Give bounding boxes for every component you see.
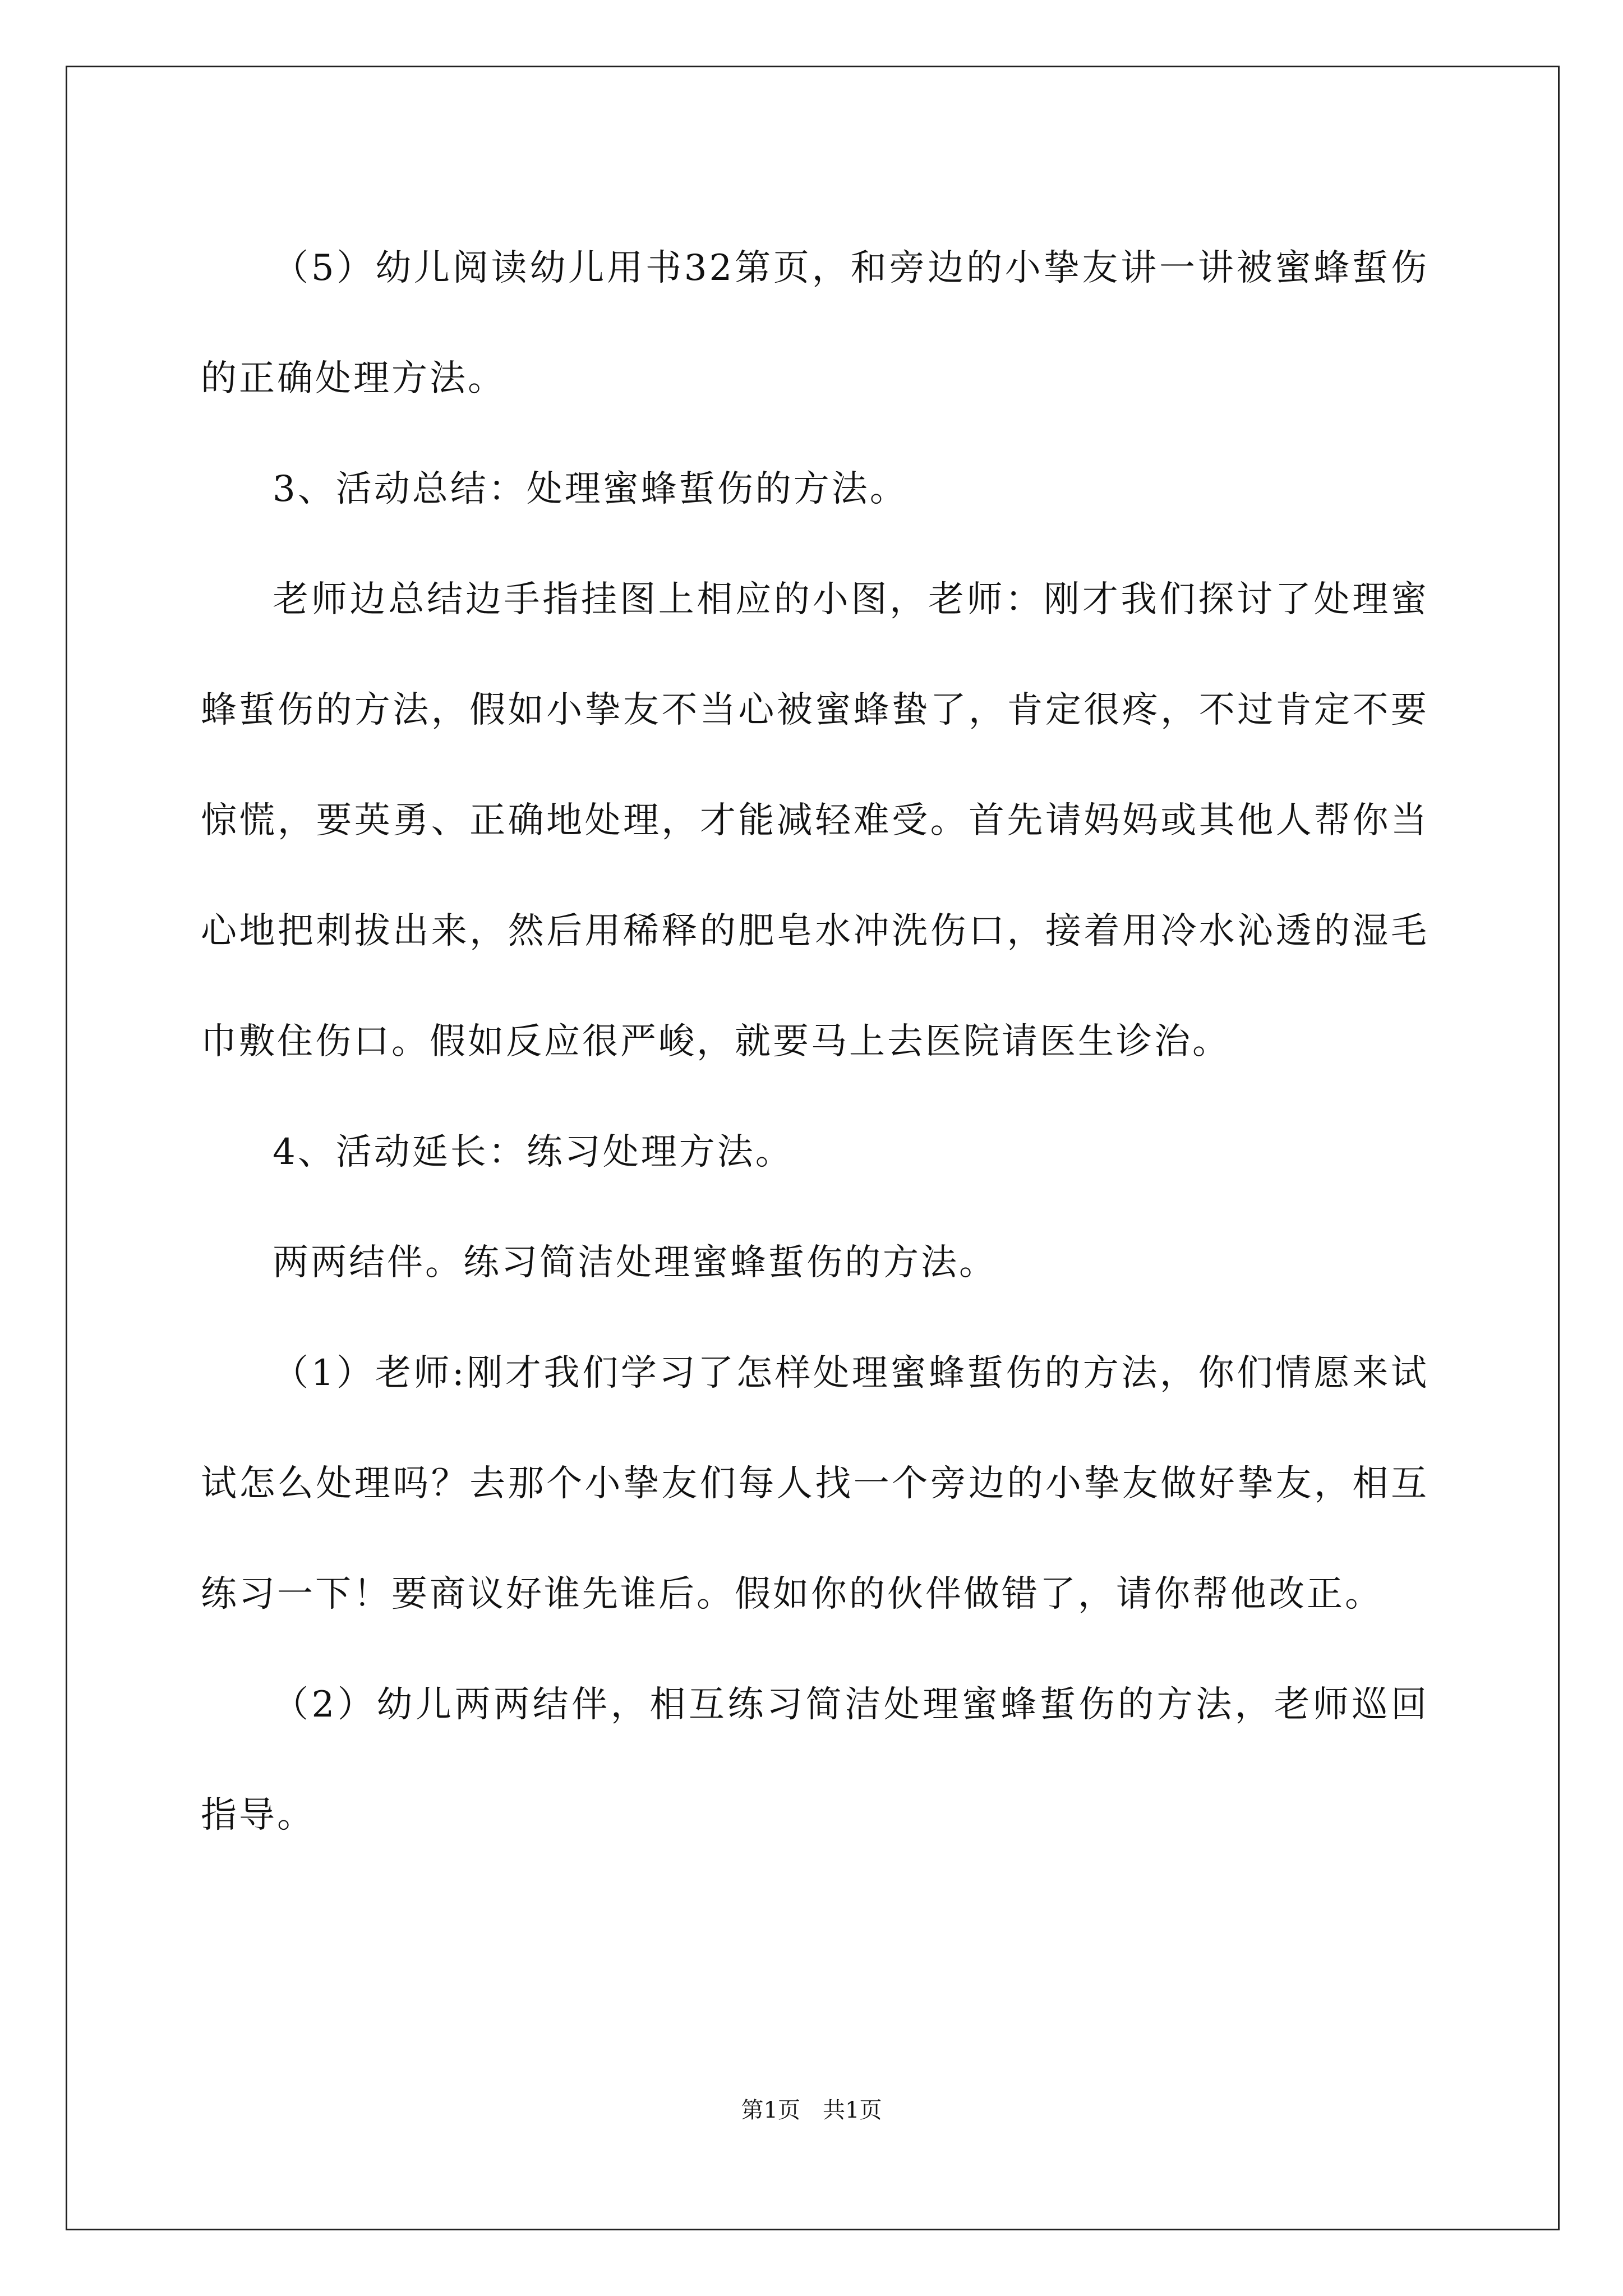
page-number: 第1页 [741, 2097, 800, 2123]
paragraph [201, 1097, 1429, 1208]
paragraph [201, 1208, 1429, 1318]
paragraph-text: （1）老师:刚才我们学习了怎样处理蜜蜂蜇伤的方法，你们情愿来试试怎么处理吗？去那个小挚友们每人找一个旁边的小挚友做好挚友，相互练习一下！要商议好谁先谁后。假如你的伙伴做错了，请你帮他改正。 [201, 1352, 1429, 1615]
paragraph-text: （2）幼儿两两结伴，相互练习简洁处理蜜蜂蜇伤的方法，老师巡回指导。 [201, 1684, 1429, 1836]
paragraph [201, 545, 1429, 1097]
paragraph [201, 213, 1429, 434]
page-total: 共1页 [823, 2097, 882, 2123]
paragraph-text: 老师边总结边手指挂图上相应的小图，老师：刚才我们探讨了处理蜜蜂蜇伤的方法，假如小挚友不当心被蜜蜂蛰了，肯定很疼，不过肯定不要惊慌，要英勇、正确地处理，才能减轻难受。首先请妈妈或其他人帮你当心地把刺拔出来，然后用稀释的肥皂水冲洗伤口，接着用冷水沁透的湿毛巾敷住伤口。假如反应很严峻，就要马上去医院请医生诊治。 [201, 579, 1429, 1062]
paragraph [201, 1650, 1429, 1871]
paragraph [201, 434, 1429, 545]
document-body [201, 213, 1429, 1871]
paragraph-text: 4、活动延长：练习处理方法。 [273, 1131, 794, 1173]
paragraph [201, 1318, 1429, 1650]
paragraph-text: 3、活动总结：处理蜜蜂蜇伤的方法。 [273, 468, 908, 510]
paragraph-text: （5）幼儿阅读幼儿用书32第页，和旁边的小挚友讲一讲被蜜蜂蜇伤的正确处理方法。 [201, 247, 1429, 399]
paragraph-text: 两两结伴。练习简洁处理蜜蜂蜇伤的方法。 [273, 1242, 997, 1283]
page-footer [0, 2092, 1623, 2124]
